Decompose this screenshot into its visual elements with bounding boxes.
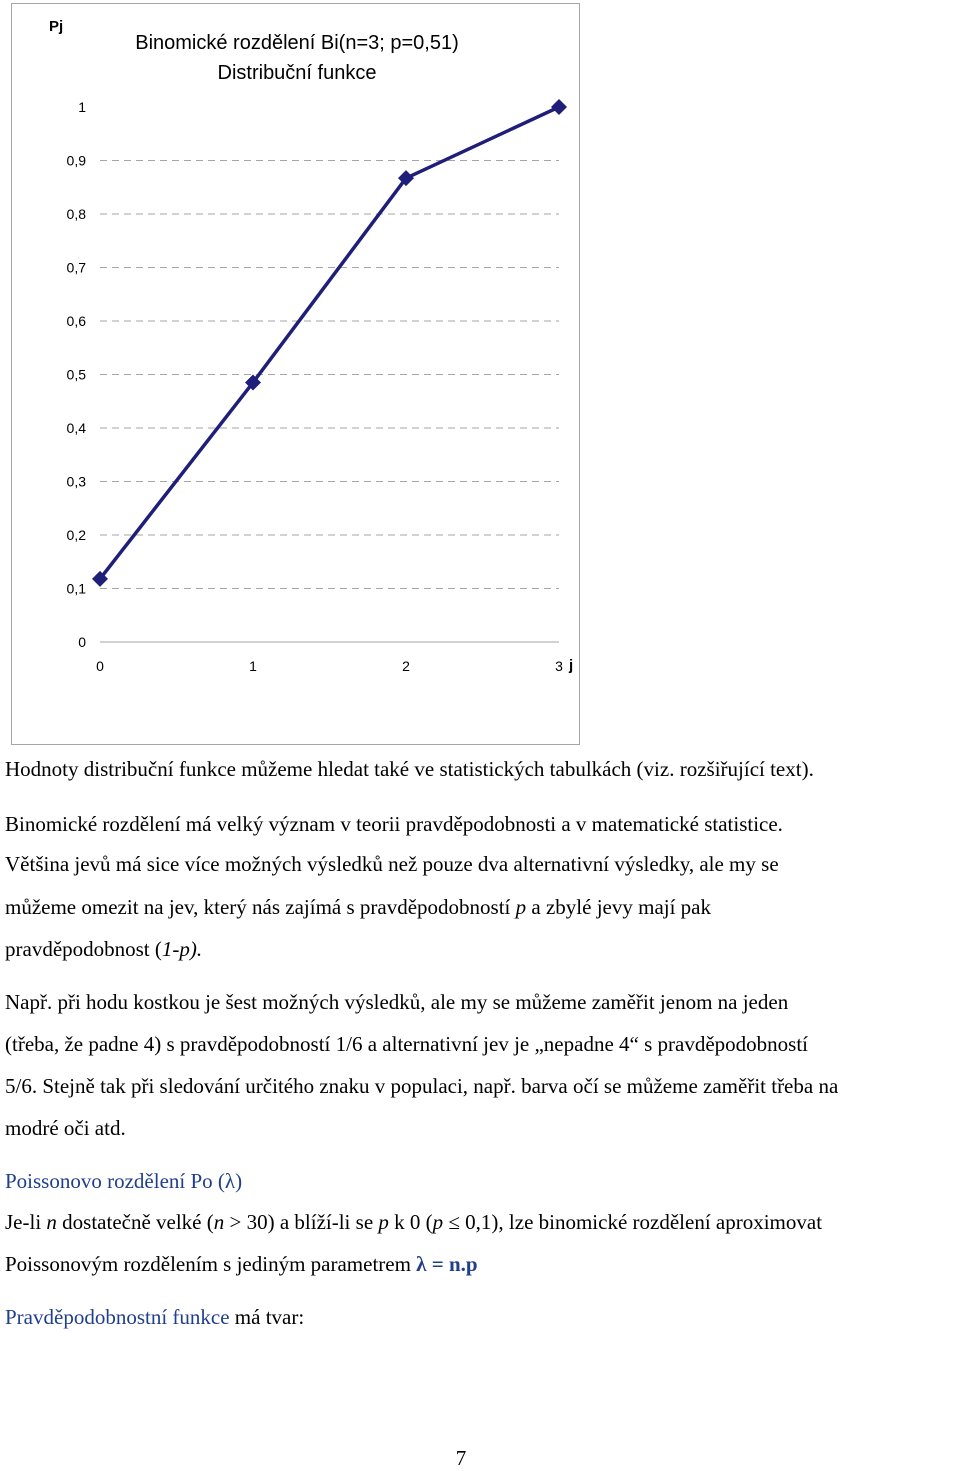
- variable-p: p: [432, 1210, 444, 1234]
- x-tick-label: 3: [555, 658, 563, 674]
- y-tick-label: 0,8: [66, 206, 86, 222]
- y-tick-label: 0,9: [66, 152, 86, 169]
- variable-p: p: [515, 895, 527, 919]
- y-tick-label: 0,6: [66, 313, 86, 329]
- variable-n: n: [46, 1210, 57, 1234]
- paragraph-example-line1: Např. při hodu kostkou je šest možných výsledků, ale my se můžeme zaměřit jenom na jeden: [5, 990, 789, 1014]
- text-span: > 30) a blíží-li se: [224, 1210, 379, 1234]
- variable-1-p: 1-p).: [161, 937, 203, 961]
- x-tick-labels: [96, 658, 563, 674]
- text-span: k 0 (: [388, 1210, 433, 1234]
- chart-title: Binomické rozdělení Bi(n=3; p=0,51): [135, 32, 459, 54]
- text-span: a zbylé jevy mají pak: [526, 895, 712, 919]
- text-span: ≤ 0,1), lze binomické rozdělení aproximovat: [443, 1210, 823, 1234]
- y-axis-label: Pj: [49, 18, 64, 35]
- chart-subtitle: Distribuční funkce: [217, 62, 377, 84]
- paragraph-alternative-line3: [5, 937, 202, 962]
- grid-layer: [100, 161, 559, 643]
- paragraph-tables: Hodnoty distribuční funkce můžeme hledat také ve statistických tabulkách (viz. rozšiřující text).: [5, 757, 814, 781]
- lambda-formula: λ = n.p: [416, 1252, 478, 1276]
- text-span: Je-li: [5, 1210, 47, 1234]
- y-tick-label: 0,3: [66, 473, 86, 490]
- distribution-chart: [12, 4, 581, 746]
- y-tick-label: 0,7: [66, 259, 86, 276]
- series-line: [100, 107, 559, 579]
- data-point-marker: [551, 99, 567, 115]
- paragraph-alternative-line1: Většina jevů má sice více možných výsledků než pouze dva alternativní výsledky, ale my se: [5, 852, 779, 876]
- y-tick-label: 1: [78, 99, 86, 115]
- y-tick-label: 0,1: [66, 580, 86, 597]
- section-heading-poisson: Poissonovo rozdělení Po (λ): [5, 1169, 243, 1193]
- x-tick-label: 1: [249, 658, 257, 674]
- paragraph-significance: Binomické rozdělení má velký význam v teorii pravděpodobnosti a v matematické statistice.: [5, 812, 783, 836]
- y-tick-label: 0,5: [66, 366, 86, 383]
- page-number: 7: [455, 1446, 467, 1470]
- paragraph-example-line2: (třeba, že padne 4) s pravděpodobností 1/6 a alternativní jev je „nepadne 4“ s pravděpodobností: [5, 1032, 808, 1056]
- text-span: dostatečně velké (: [56, 1210, 214, 1234]
- variable-n: n: [213, 1210, 225, 1234]
- text-span: Poissonovým rozdělením s jediným parametrem: [5, 1252, 417, 1276]
- x-tick-label: 2: [402, 658, 410, 674]
- paragraph-example-line3: 5/6. Stejně tak při sledování určitého znaku v populaci, např. barva očí se můžeme zaměřit třeba na: [5, 1074, 839, 1098]
- x-axis-label: j: [569, 657, 574, 674]
- series-layer: [92, 99, 567, 587]
- variable-p: p: [378, 1210, 389, 1234]
- y-tick-labels: [67, 99, 87, 650]
- text-span: můžeme omezit na jev, který nás zajímá s pravděpodobností: [5, 895, 516, 919]
- text-span: má tvar:: [229, 1305, 305, 1329]
- paragraph-probability-function: [5, 1305, 304, 1330]
- y-tick-label: 0,2: [66, 527, 86, 543]
- chart-frame: [11, 3, 580, 745]
- x-tick-label: 0: [96, 658, 104, 674]
- paragraph-example-line4: modré oči atd.: [5, 1116, 126, 1140]
- paragraph-poisson-line1: [5, 1210, 822, 1235]
- text-span: pravděpodobnost (: [5, 937, 162, 961]
- probability-function-term: Pravděpodobnostní funkce: [5, 1305, 230, 1329]
- paragraph-poisson-line2: [5, 1252, 478, 1277]
- y-tick-label: 0: [78, 634, 86, 650]
- paragraph-alternative-line2: [5, 895, 711, 920]
- y-tick-label: 0,4: [66, 420, 86, 436]
